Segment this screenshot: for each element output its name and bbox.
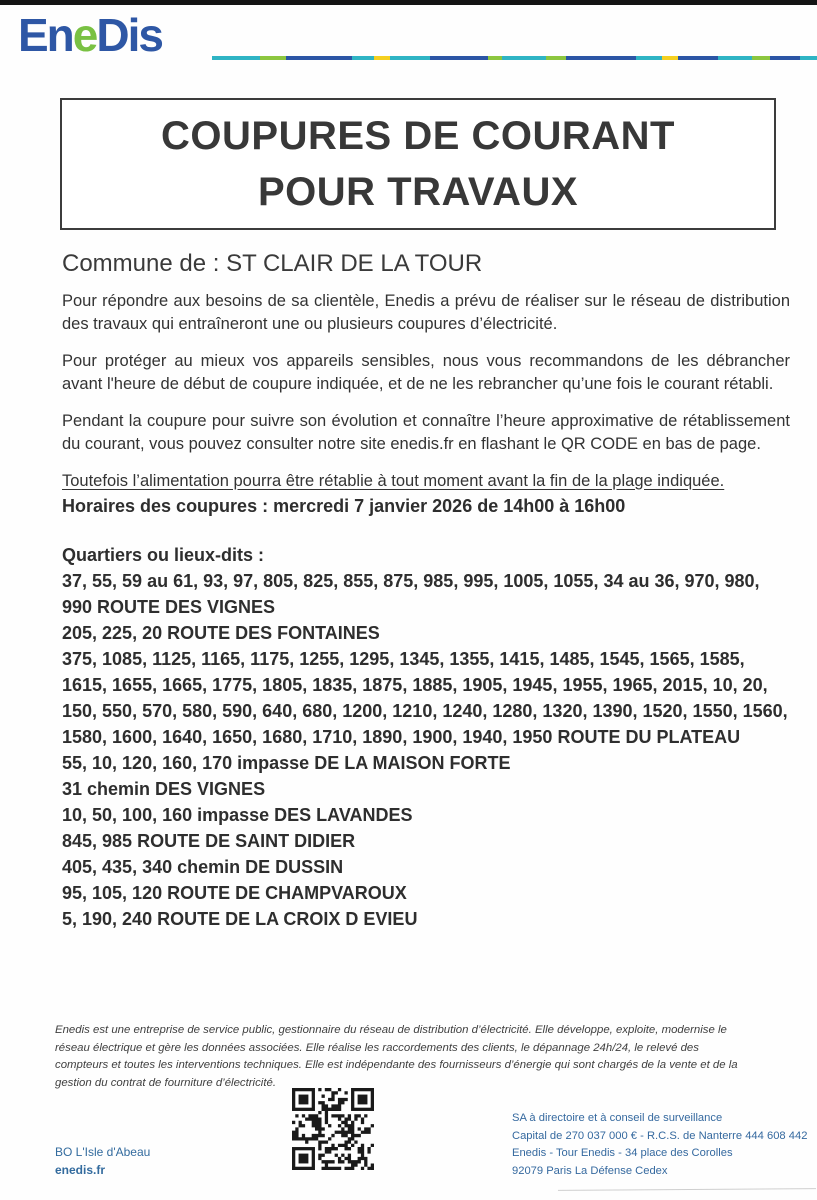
company-disclaimer: Enedis est une entreprise de service public, gestionnaire du réseau de distribution d’électricité. Elle développe, exploite, modernise le réseau électrique et gère les données associées. Elle réalise les raccordements des clients, le dépannage 24h/24, le relevé des compteurs et toutes les interventions techniques. Elle est indépendante des fournisseurs d’énergie qui sont chargés de la vente et de la gestion du contrat de fourniture d’électricité. — [55, 1024, 738, 1090]
quartiers-heading: Quartiers ou lieux-dits : — [62, 545, 265, 565]
qrcode-info-paragraph: Pendant la coupure pour suivre son évolution et connaître l’heure approximative de rétablissement du courant, vous pouvez consulter notre site enedis.fr en flashant le QR CODE en bas de page. — [62, 411, 790, 454]
street-list-item: 845, 985 ROUTE DE SAINT DIDIER — [62, 831, 356, 851]
street-list-item: 205, 225, 20 ROUTE DES FONTAINES — [62, 623, 380, 643]
logo-text: Dis — [96, 9, 162, 61]
website-label: enedis.fr — [55, 1163, 106, 1177]
logo-letter-green: e — [72, 9, 97, 61]
commune-line: Commune de : ST CLAIR DE LA TOUR — [62, 250, 483, 277]
scan-edge-artifact — [0, 0, 817, 5]
brand-color-rule — [212, 56, 817, 60]
enedis-logo — [18, 9, 162, 61]
legal-line: Enedis - Tour Enedis - 34 place des Corolles — [512, 1147, 733, 1159]
scan-box-edge-artifact — [558, 1188, 816, 1200]
street-list-item: 95, 105, 120 ROUTE DE CHAMPVAROUX — [62, 883, 407, 903]
street-list-item: 405, 435, 340 chemin DE DUSSIN — [62, 857, 344, 877]
advice-paragraph: Pour protéger au mieux vos appareils sensibles, nous vous recommandons de les débrancher avant l'heure de début de coupure indiquée, et de ne les rebrancher qu’une fois le courant rétabli. — [62, 351, 790, 394]
page-title-line2: POUR TRAVAUX — [257, 170, 579, 214]
page-title-line1: COUPURES DE COURANT — [161, 114, 675, 158]
street-list-item: 31 chemin DES VIGNES — [62, 779, 266, 799]
title-box — [60, 98, 776, 230]
office-block — [55, 1143, 150, 1179]
street-list-item: 37, 55, 59 au 61, 93, 97, 805, 825, 855, 875, 985, 995, 1005, 1055, 34 au 36, 970, 980, 990 ROUTE DES VIGNES — [62, 571, 760, 617]
office-label: BO L'Isle d'Abeau — [55, 1145, 151, 1159]
schedule-line: Horaires des coupures : mercredi 7 janvier 2026 de 14h00 à 16h00 — [62, 496, 626, 516]
body-text — [62, 290, 790, 506]
quartiers-section — [62, 542, 794, 932]
street-list-item: 5, 190, 240 ROUTE DE LA CROIX D EVIEU — [62, 909, 418, 929]
logo-text: En — [18, 9, 73, 61]
legal-line: SA à directoire et à conseil de surveillance — [512, 1112, 723, 1124]
legal-line: Capital de 270 037 000 € - R.C.S. de Nanterre 444 608 442 — [512, 1129, 808, 1142]
qr-code — [292, 1088, 374, 1170]
legal-block — [512, 1110, 807, 1180]
street-list-item: 55, 10, 120, 160, 170 impasse DE LA MAISON FORTE — [62, 753, 511, 773]
legal-line: 92079 Paris La Défense Cedex — [512, 1164, 668, 1177]
restoration-notice: Toutefois l’alimentation pourra être rétablie à tout moment avant la fin de la plage indiquée. — [62, 471, 725, 490]
intro-paragraph: Pour répondre aux besoins de sa clientèle, Enedis a prévu de réaliser sur le réseau de distribution des travaux qui entraîneront une ou plusieurs coupures d’électricité. — [62, 292, 790, 334]
street-list-item: 10, 50, 100, 160 impasse DES LAVANDES — [62, 805, 413, 825]
street-list-item: 375, 1085, 1125, 1165, 1175, 1255, 1295, 1345, 1355, 1415, 1485, 1545, 1565, 1585, 1615, 1655, 1665, 1775, 1805, 1835, 1875, 1885, 1905, 1945, 1955, 1965, 2015, 10, 20, 150, 550, 570, 580, 590, 640, 680, 1200, 1210, 1240, 1280, 1320, 1390, 1520, 1550, 1560, 1580, 1600, 1640, 1650, 1680, 1710, 1890, 1900, 1940, 1950 ROUTE DU PLATEAU — [62, 649, 788, 747]
